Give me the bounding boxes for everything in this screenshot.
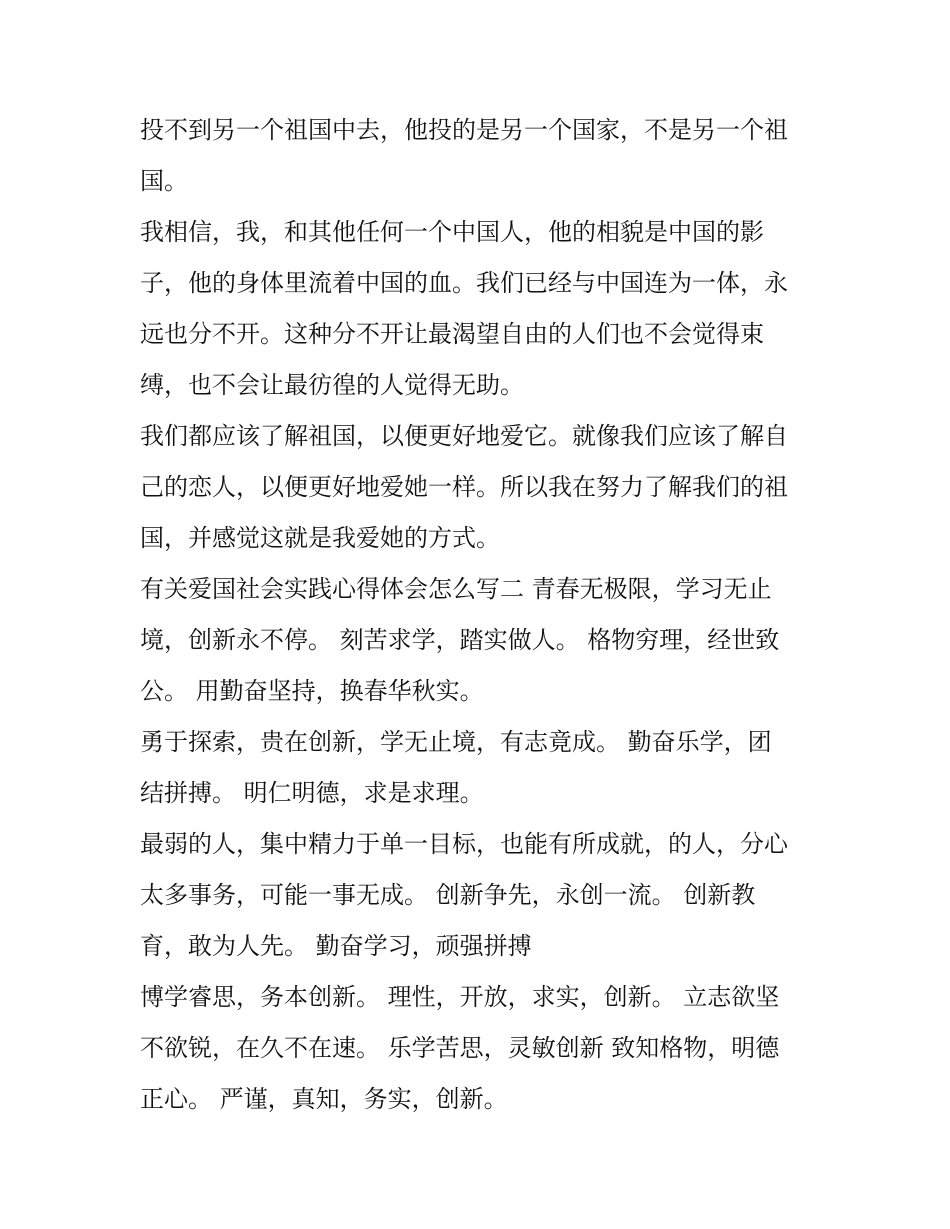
text-line: 太多事务，可能一事无成。 创新争先，永创一流。 创新教 [140, 881, 756, 909]
text-line: 我们都应该了解祖国，以便更好地爱它。就像我们应该了解自 [140, 422, 788, 450]
text-line: 己的恋人，以便更好地爱她一样。所以我在努力了解我们的祖 [140, 473, 788, 501]
text-line: 有关爱国社会实践心得体会怎么写二 青春无极限，学习无止 [140, 575, 772, 603]
text-line: 结拼搏。 明仁明德，求是求理。 [140, 779, 484, 807]
text-line: 我相信，我，和其他任何一个中国人，他的相貌是中国的影 [140, 218, 764, 246]
text-line: 正心。 严谨，真知，务实，创新。 [140, 1085, 508, 1113]
text-line: 最弱的人，集中精力于单一目标，也能有所成就，的人，分心 [140, 830, 788, 858]
text-line: 育，敢为人先。 勤奋学习，顽强拼搏 [140, 932, 532, 960]
text-line: 公。 用勤奋坚持，换春华秋实。 [140, 677, 484, 705]
text-line: 国，并感觉这就是我爱她的方式。 [140, 524, 500, 552]
text-line: 博学睿思，务本创新。 理性，开放，求实，创新。 立志欲坚 [140, 983, 780, 1011]
text-line: 不欲锐，在久不在速。 乐学苦思，灵敏创新 致知格物，明德 [140, 1034, 780, 1062]
text-line: 境，创新永不停。 刻苦求学，踏实做人。 格物穷理，经世致 [140, 626, 780, 654]
text-line: 远也分不开。这种分不开让最渴望自由的人们也不会觉得束 [140, 320, 764, 348]
text-line: 投不到另一个祖国中去，他投的是另一个国家，不是另一个祖 [140, 116, 788, 144]
text-line: 子，他的身体里流着中国的血。我们已经与中国连为一体，永 [140, 269, 788, 297]
document-body [140, 105, 830, 1125]
text-line: 勇于探索，贵在创新，学无止境，有志竟成。 勤奋乐学，团 [140, 728, 772, 756]
text-line: 缚，也不会让最彷徨的人觉得无助。 [140, 371, 524, 399]
text-line: 国。 [140, 167, 188, 195]
